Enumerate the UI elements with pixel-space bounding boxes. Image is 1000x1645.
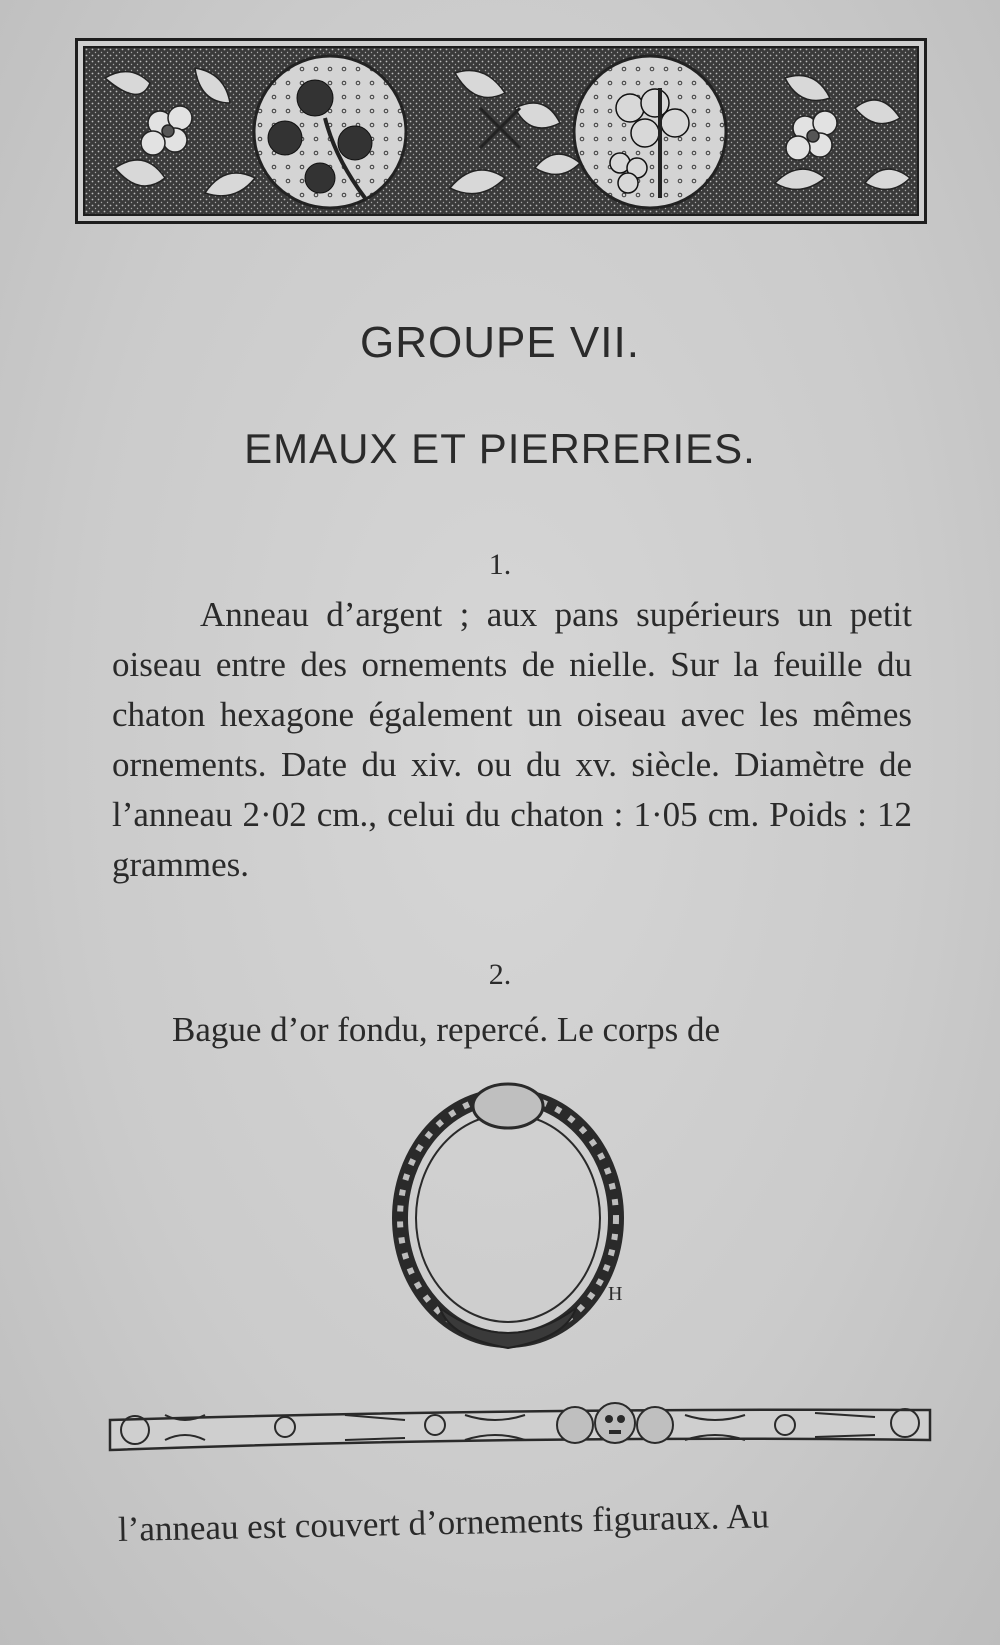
ring-illustration	[380, 1068, 650, 1358]
entry-number: 2.	[488, 958, 512, 991]
entry-text	[112, 590, 912, 890]
group-heading: GROUPE VII.	[360, 318, 640, 367]
artist-mark: H	[608, 1283, 623, 1305]
floral-ornament-icon	[85, 48, 919, 216]
entry-number: 1.	[488, 548, 512, 581]
ring-band-unrolled-illustration	[105, 1385, 935, 1465]
continuation-line: l’anneau est couvert d’ornements figuraux. Au	[117, 1496, 770, 1549]
entry-text-body: Bague d’or fondu, repercé. Le corps de	[172, 1010, 721, 1049]
ornamental-headband	[75, 38, 927, 224]
entry-text	[112, 1005, 912, 1055]
entry-text-body: Anneau d’argent ; aux pans supérieurs un petit oiseau entre des ornements de nielle. Sur la feuille du chaton hexagone également un oiseau avec les mêmes ornements. Date du xiv. ou du xv. siècle. Diamètre de l’anneau 2·02 cm., celui du chaton : 1·05 cm. Poids : 12 grammes.	[112, 595, 912, 884]
section-heading: EMAUX ET PIERRERIES.	[244, 425, 756, 472]
